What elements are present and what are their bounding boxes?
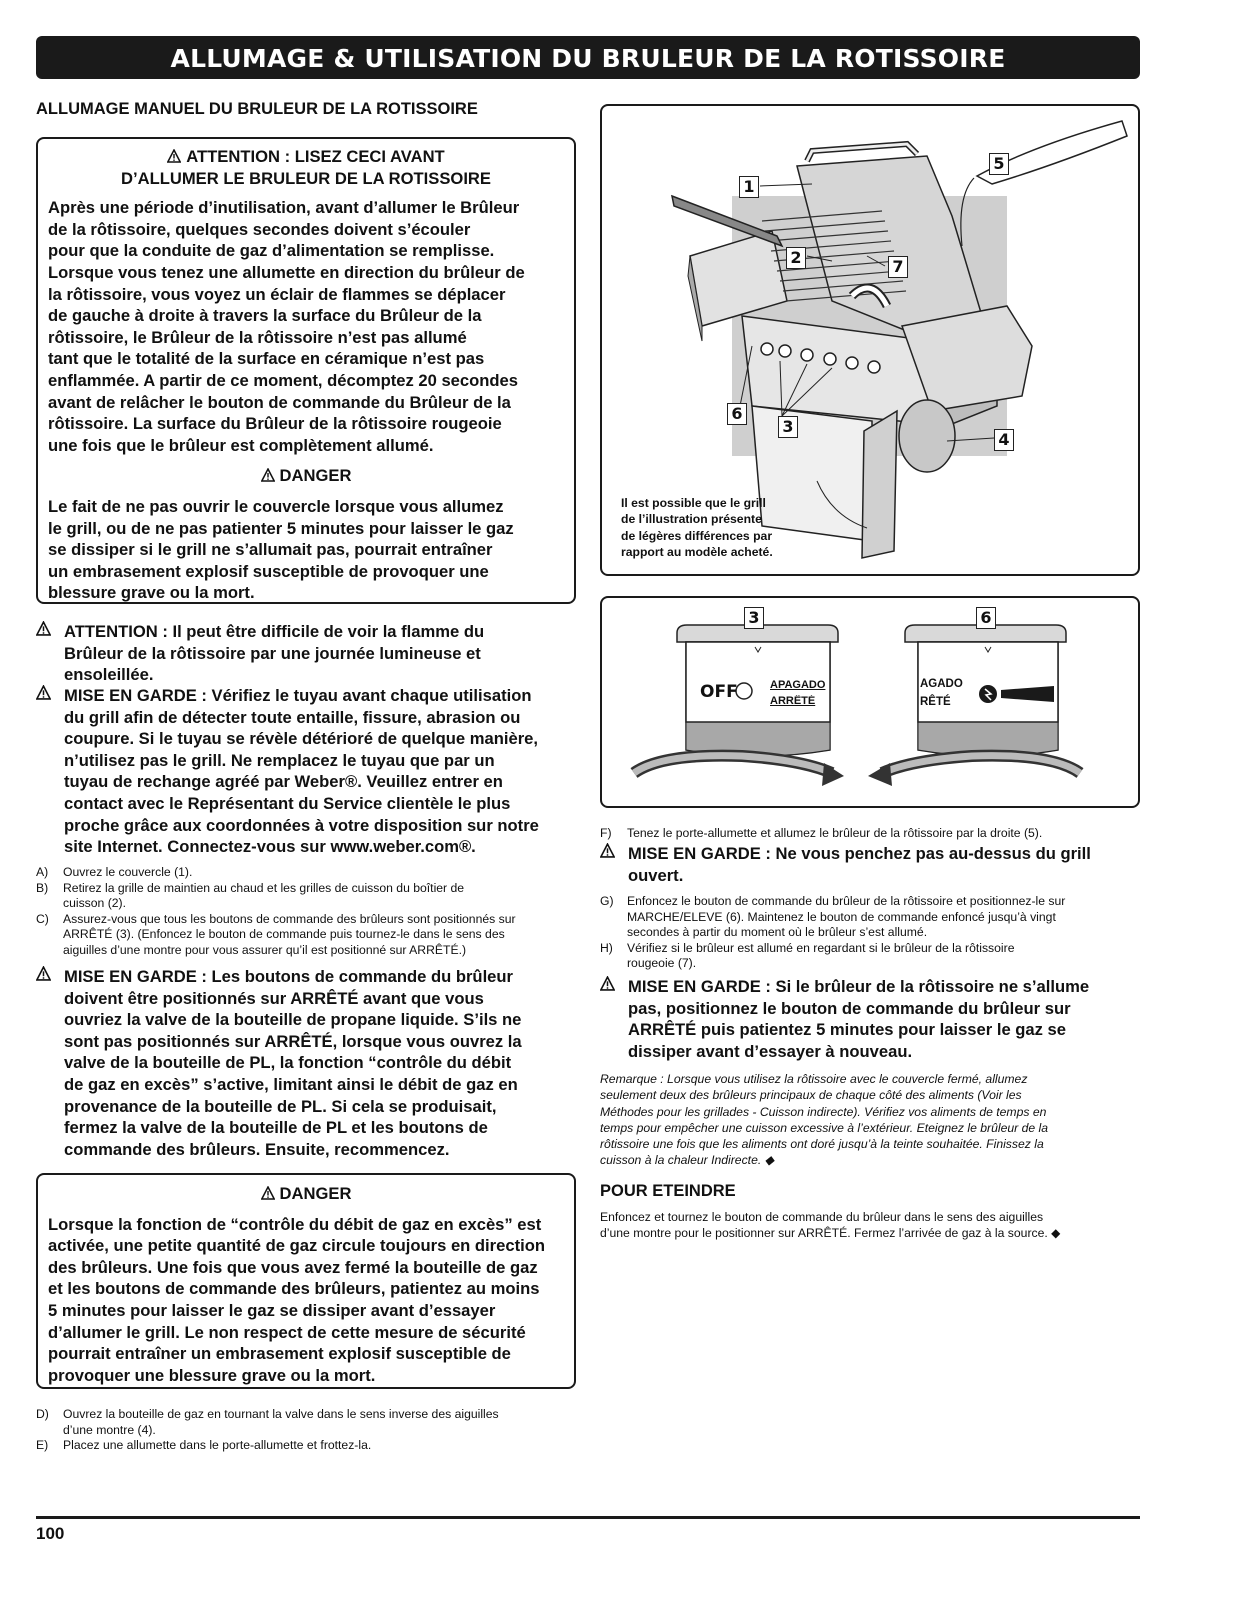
callout-3: 3: [744, 607, 764, 629]
warning-triangle-icon: [167, 149, 181, 163]
figure-caption: Il est possible que le grill de l’illustration présente de légères différences par rapport au modèle acheté.: [621, 496, 773, 560]
danger-title: DANGER: [48, 1183, 564, 1205]
steps-d-e: [36, 1407, 586, 1454]
list-item: A) Ouvrez le couvercle (1).: [36, 865, 193, 879]
danger-title: DANGER: [48, 465, 564, 487]
warning-text: Après une période d’inutilisation, avant d’allumer le Brûleur de la rôtissoire, quelques secondes doivent s’écouler pour que la conduite de gaz d’alimentation se remplisse. Lorsque vous tenez une allumette en direction du brûleur de la rôtissoire, vous voyez un éclair de flammes se déplacer de gauche à droite à travers la surface du Brûleur de la rôtissoire, le Brûleur de la rôtissoire n’est pas allumé tant que le totalité de la surface en céramique n’est pas enflammée. A partir de ce moment, décomptez 20 secondes avant de relâcher le bouton de commande du Brûleur de la rôtissoire. La surface du Brûleur de la rôtissoire rougeoie une fois que le brûleur est complètement allumé.: [48, 198, 525, 455]
list-item: F) Tenez le porte-allumette et allumez le brûleur de la rôtissoire par la droite (5).: [600, 826, 1043, 840]
warning-box: [36, 137, 576, 604]
callout-6: 6: [976, 607, 996, 629]
warning-title: ATTENTION : LISEZ CECI AVANT: [48, 146, 564, 168]
steps-a-c: [36, 865, 586, 959]
callout-2: 2: [786, 247, 806, 269]
list-item: G) Enfoncez le bouton de commande du brûleur de la rôtissoire et positionnez-le sur MARCHE/ELEVE (6). Maintenez le bouton de commande enfoncé jusqu’à vingt secondes à partir du moment où le brûleur s’est allumé.: [600, 894, 1066, 940]
warning-triangle-icon: [600, 976, 614, 990]
section-title: ALLUMAGE MANUEL DU BRULEUR DE LA ROTISSOIRE: [36, 100, 478, 118]
caution-retry: MISE EN GARDE : Si le brûleur de la rôtissoire ne s’allume pas, positionnez le bouton de commande du brûleur sur ARRÊTÉ puis patientez 5 minutes pour laisser le gaz se dissiper avant d’essayer à nouveau.: [600, 976, 1140, 1062]
warning-triangle-icon: [36, 621, 50, 635]
knob-illustration: [600, 596, 1140, 808]
callout-6: 6: [727, 403, 747, 425]
danger-text: Lorsque la fonction de “contrôle du débit de gaz en excès” est activée, une petite quantité de gaz circule toujours en direction des brûleurs. Une fois que vous avez fermé la bouteille de gaz et les boutons de commande des brûleurs, patientez au moins 5 minutes pour laisser le gaz se dissiper avant d’essayer d’allumer le grill. Le non respect de cette mesure de sécurité pourrait entraîner un embrasement explosif susceptible de provoquer une blessure grave ou la mort.: [48, 1214, 545, 1385]
callout-4: 4: [994, 429, 1014, 451]
callout-5: 5: [989, 153, 1009, 175]
danger-text: Le fait de ne pas ouvrir le couvercle lorsque vous allumez le grill, ou de ne pas patienter 5 minutes pour laisser le gaz se dissiper si le grill ne s’allumait pas, pourrait entraîner un embrasement explosif susceptible de provoquer une blessure grave ou la mort.: [48, 496, 514, 603]
callout-1: 1: [739, 176, 759, 198]
callout-3: 3: [778, 416, 798, 438]
footer-rule: [36, 1516, 1140, 1519]
warning-triangle-icon: [261, 468, 275, 482]
remark: Remarque : Lorsque vous utilisez la rôtissoire avec le couvercle fermé, allumez seulement deux des brûleurs principaux de chaque côté des aliments (Voir les Méthodes pour les grillades - Cuisson indirecte). Vérifiez vos aliments de temps en temps pour empêcher une cuisson excessive à l’extérieur. Eteignez le brûleur de la rôtissoire une fois que les aliments ont doré jusqu’à la teinte souhaitée. Finissez la cuisson à la chaleur Indirecte. ◆: [600, 1072, 1049, 1168]
list-item: E) Placez une allumette dans le porte-allumette et frottez-la.: [36, 1438, 372, 1453]
knob-apagado-label: APAGADO: [770, 679, 826, 691]
page-number: 100: [36, 1524, 65, 1543]
danger-box: [36, 1173, 576, 1389]
off-instructions: Enfoncez et tournez le bouton de commande du brûleur dans le sens des aiguilles d’une montre pour le positionner sur ARRÊTÉ. Fermez l’arrivée de gaz à la source. ◆: [600, 1210, 1061, 1240]
caution-hose-check: MISE EN GARDE : Vérifiez le tuyau avant chaque utilisation du grill afin de détecter toute entaille, fissure, abrasion ou coupure. Si le tuyau se révèle détérioré de quelque manière, n’utilisez pas le grill. Ne remplacez le tuyau que par un tuyau de rechange agréé par Weber®. Veuillez entrer en contact avec le Représentant du Service clientèle le plus proche grâce aux coordonnées à votre disposition sur notre site Internet. Connectez-vous sur www.weber.com®.: [36, 685, 586, 858]
knob-rete-label: RÊTÉ: [920, 696, 951, 708]
warning-title-line2: D’ALLUMER LE BRULEUR DE LA ROTISSOIRE: [121, 168, 491, 188]
knob-off-label: OFF: [700, 682, 738, 702]
warning-triangle-icon: [36, 685, 50, 699]
grill-illustration: [600, 104, 1140, 576]
callout-7: 7: [888, 256, 908, 278]
caution-lean-over: MISE EN GARDE : Ne vous penchez pas au-dessus du grill ouvert.: [600, 843, 1140, 886]
knob-arrete-label: ARRÊTÉ: [770, 695, 816, 707]
list-item: C) Assurez-vous que tous les boutons de commande des brûleurs sont positionnés sur ARRÊTÉ (3). (Enfoncez le bouton de commande puis tournez-le dans le sens des aiguilles d’une montre pour vous assurer qu’il est positionné sur ARRÊTÉ.): [36, 911, 516, 957]
warning-triangle-icon: [36, 966, 50, 980]
caution-burner-knobs: MISE EN GARDE : Les boutons de commande du brûleur doivent être positionnés sur ARRÊTÉ avant que vous ouvriez la valve de la bouteille de propane liquide. S’ils ne sont pas positionnés sur ARRÊTÉ, lorsque vous ouvrez la valve de la bouteille de PL, la fonction “contrôle du débit de gaz en excès” s’active, limitant ainsi le débit de gaz en provenance de la bouteille de PL. Si cela se produisait, fermez la valve de la bouteille de PL et les boutons de commande des brûleurs. Ensuite, recommencez.: [36, 966, 586, 1160]
steps-g-h: [600, 894, 1160, 972]
section-title: POUR ETEINDRE: [600, 1182, 736, 1200]
page-title: ALLUMAGE & UTILISATION DU BRULEUR DE LA ROTISSOIRE: [36, 36, 1140, 79]
attention-note: ATTENTION : Il peut être difficile de voir la flamme du Brûleur de la rôtissoire par une journée lumineuse et ensoleillée.: [36, 621, 581, 686]
list-item: B) Retirez la grille de maintien au chaud et les grilles de cuisson du boîtier de cuisson (2).: [36, 880, 465, 911]
warning-triangle-icon: [261, 1186, 275, 1200]
knob-drawing: [602, 598, 1138, 806]
list-item: H) Vérifiez si le brûleur est allumé en regardant si le brûleur de la rôtissoire rougeoie (7).: [600, 940, 1015, 971]
list-item: D) Ouvrez la bouteille de gaz en tournant la valve dans le sens inverse des aiguilles d’une montre (4).: [36, 1407, 499, 1437]
knob-agado-label: AGADO: [920, 678, 963, 690]
warning-triangle-icon: [600, 843, 614, 857]
